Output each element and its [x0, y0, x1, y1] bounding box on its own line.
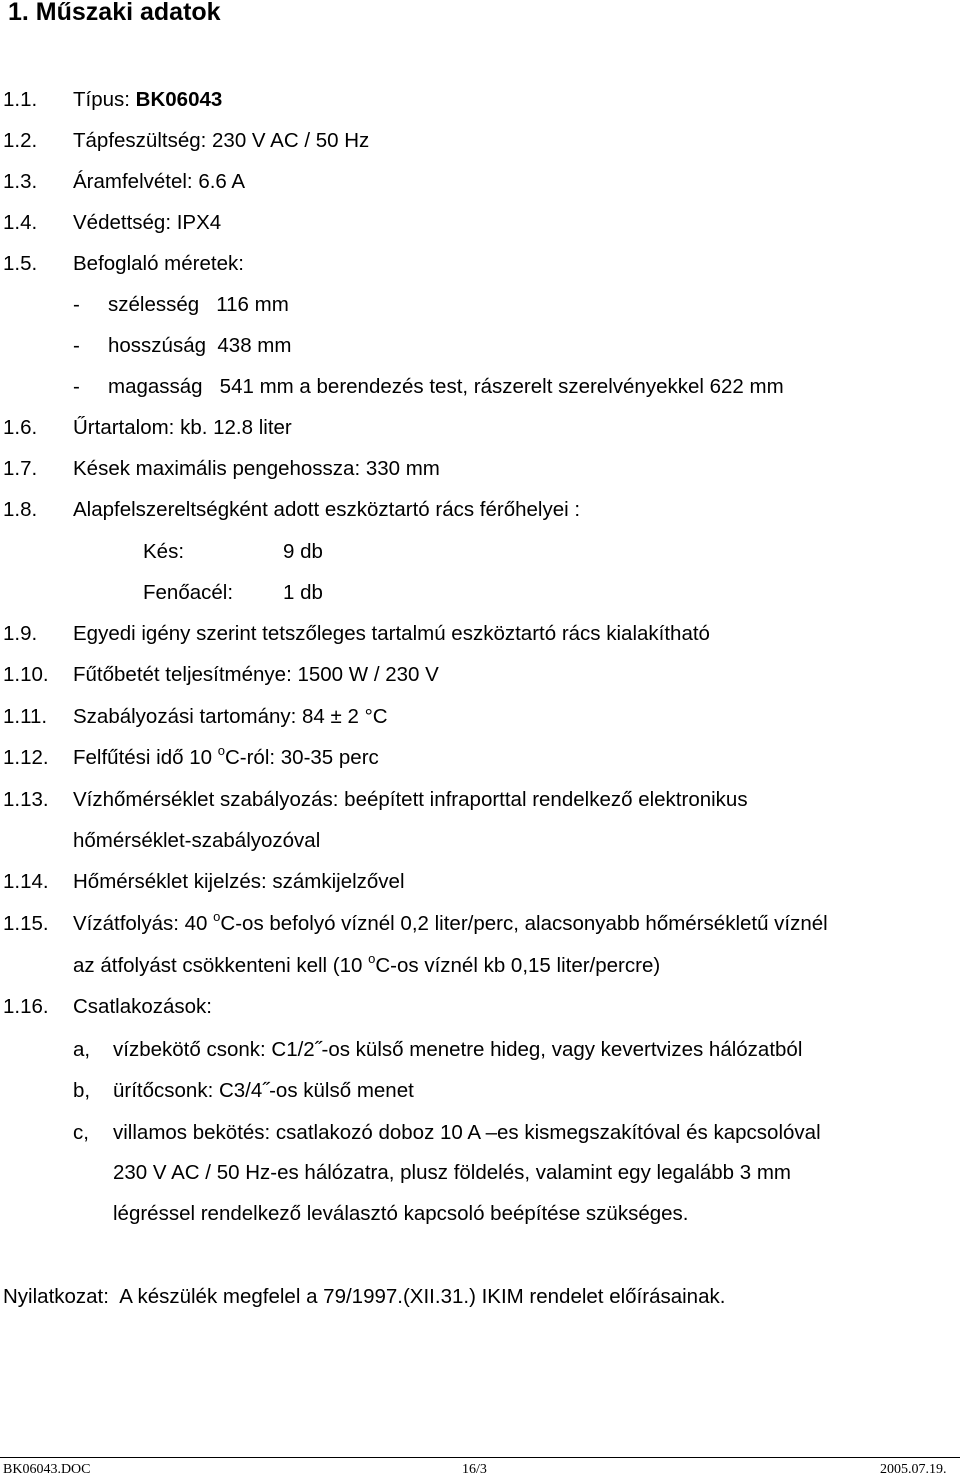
item-value: BK06043 — [135, 88, 223, 111]
item-number: 1.12. — [3, 746, 49, 769]
item-number: 1.11. — [3, 705, 48, 728]
item-text: Vízátfolyás: 40 — [73, 912, 214, 935]
item-number: 1.14. — [3, 870, 49, 893]
connection-text-line3: légréssel rendelkező leválasztó kapcsoló beépítése szükséges. — [113, 1202, 689, 1225]
item-label: Típus: — [73, 88, 136, 111]
footer-date: 2005.07.19. — [880, 1462, 947, 1477]
item-number: 1.8. — [3, 498, 38, 521]
item-number: 1.2. — [3, 129, 38, 152]
dash-bullet: - — [73, 293, 80, 316]
page-title: 1. Műszaki adatok — [8, 0, 221, 26]
item-number: 1.16. — [3, 995, 49, 1018]
item-text: Áramfelvétel: 6.6 A — [73, 170, 246, 193]
item-text: Tápfeszültség: 230 V AC / 50 Hz — [73, 129, 370, 152]
item-text: Vízhőmérséklet szabályozás: beépített infraporttal rendelkező elektronikus — [73, 788, 748, 811]
item-text: Védettség: IPX4 — [73, 211, 222, 234]
dimension-text: szélesség 116 mm — [108, 293, 289, 316]
rack-label: Kés: — [143, 540, 185, 563]
item-text-cont: C-os befolyó víznél 0,2 liter/perc, alacsonyabb hőmérsékletű víznél — [220, 912, 828, 935]
rack-value: 1 db — [283, 581, 323, 604]
connection-letter: a, — [73, 1038, 91, 1061]
item-text-cont: C-os víznél kb 0,15 liter/percre) — [375, 954, 661, 977]
item-number: 1.5. — [3, 252, 38, 275]
item-text: az átfolyást csökkenteni kell (10 — [73, 954, 369, 977]
item-text: Csatlakozások: — [73, 995, 213, 1018]
item-number: 1.10. — [3, 663, 49, 686]
declaration — [3, 1285, 725, 1309]
item-number: 1.7. — [3, 457, 38, 480]
item-text-line2: hőmérséklet-szabályozóval — [73, 829, 321, 852]
item-text: Egyedi igény szerint tetszőleges tartalmú eszköztartó rács kialakítható — [73, 622, 710, 645]
connection-text: vízbekötő csonk: C1/2˝-os külső menetre hideg, vagy kevertvizes hálózatból — [113, 1038, 803, 1061]
connection-text: villamos bekötés: csatlakozó doboz 10 A –es kismegszakítóval és kapcsolóval — [113, 1121, 821, 1144]
item-number: 1.15. — [3, 912, 49, 935]
connection-text: ürítőcsonk: C3/4˝-os külső menet — [113, 1079, 414, 1102]
footer-page-number: 16/3 — [462, 1462, 487, 1477]
item-text: Felfűtési idő 10 — [73, 746, 218, 769]
connection-letter: b, — [73, 1079, 91, 1102]
footer-rule — [0, 1457, 960, 1458]
rack-value: 9 db — [283, 540, 323, 563]
dimension-text: magasság 541 mm a berendezés test, rászerelt szerelvényekkel 622 mm — [108, 375, 784, 398]
item-text: Szabályozási tartomány: 84 ± 2 °C — [73, 705, 388, 728]
item-text: Hőmérséklet kijelzés: számkijelzővel — [73, 870, 405, 893]
item-number: 1.4. — [3, 211, 38, 234]
item-number: 1.3. — [3, 170, 38, 193]
degree-superscript: o — [213, 909, 221, 924]
footer-filename: BK06043.DOC — [3, 1462, 91, 1477]
connection-letter: c, — [73, 1121, 89, 1144]
item-number: 1.9. — [3, 622, 38, 645]
declaration-text: Nyilatkozat: A készülék megfelel a 79/1997.(XII.31.) IKIM rendelet előírásainak. — [3, 1285, 726, 1308]
dash-bullet: - — [73, 334, 80, 357]
item-text: Befoglaló méretek: — [73, 252, 244, 275]
dimension-text: hosszúság 438 mm — [108, 334, 292, 357]
item-number: 1.13. — [3, 788, 49, 811]
item-text: Alapfelszereltségként adott eszköztartó rács férőhelyei : — [73, 498, 581, 521]
item-text: Kések maximális pengehossza: 330 mm — [73, 457, 440, 480]
item-number: 1.6. — [3, 416, 38, 439]
connection-text-line2: 230 V AC / 50 Hz-es hálózatra, plusz földelés, valamint egy legalább 3 mm — [113, 1161, 791, 1184]
dash-bullet: - — [73, 375, 80, 398]
item-text: Űrtartalom: kb. 12.8 liter — [73, 416, 292, 439]
rack-label: Fenőacél: — [143, 581, 234, 604]
item-text-cont: C-ról: 30-35 perc — [224, 746, 379, 769]
degree-superscript: o — [217, 743, 225, 758]
degree-superscript: o — [368, 951, 376, 966]
item-text: Fűtőbetét teljesítménye: 1500 W / 230 V — [73, 663, 439, 686]
item-number: 1.1. — [3, 88, 38, 111]
